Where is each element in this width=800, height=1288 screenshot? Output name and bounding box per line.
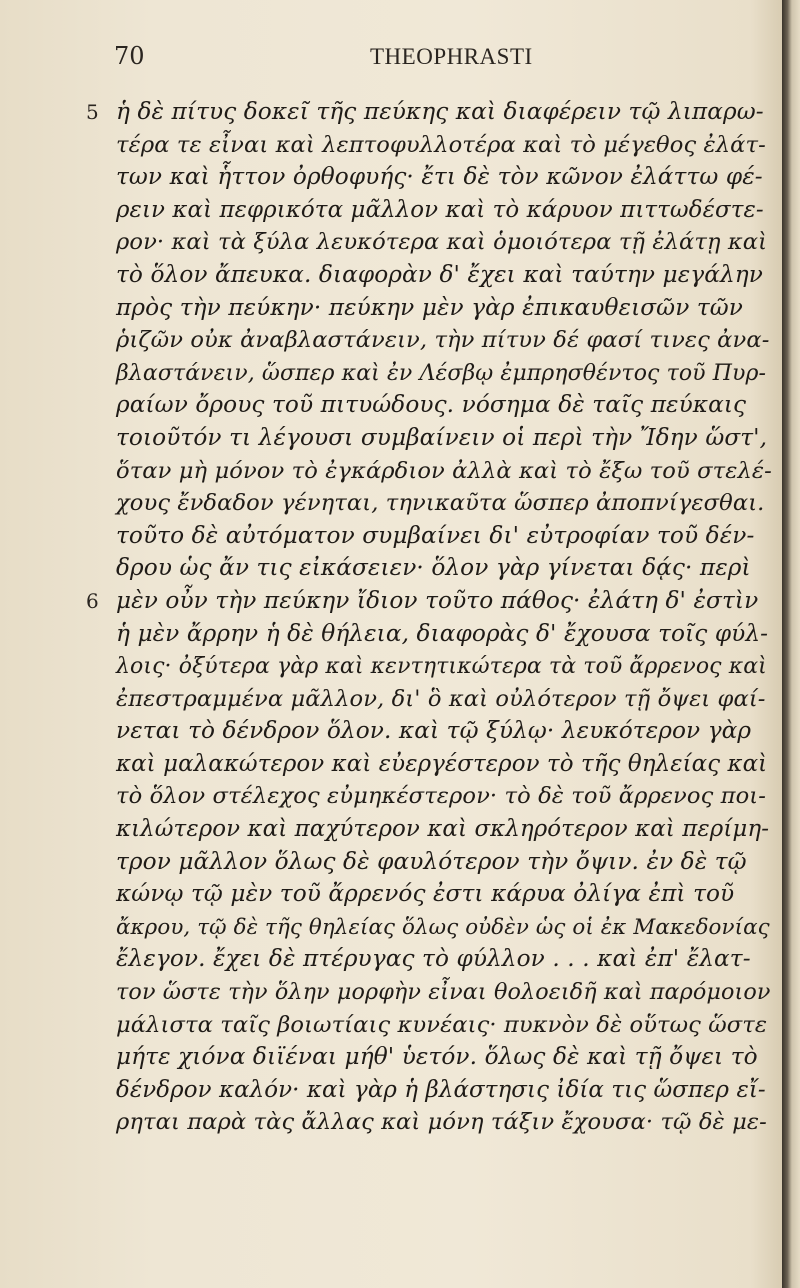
line-text: λοις· ὀξύτερα γὰρ καὶ κεντητικώτερα τὰ τοῦ ἄρρενος καὶ — [116, 654, 767, 680]
section-number: 5 — [86, 100, 99, 124]
line-text: ἡ μὲν ἄρρην ἡ δὲ θήλεια, διαφορὰς δ' ἔχουσα τοῖς φύλ- — [116, 619, 769, 647]
text-line — [116, 780, 792, 813]
line-text: κιλώτερον καὶ παχύτερον καὶ σκληρότερον καὶ περίμη- — [116, 816, 770, 843]
text-line — [116, 976, 792, 1009]
line-text: ρηται παρὰ τὰς ἄλλας καὶ μόνη τάξιν ἔχουσα· τῷ δὲ με- — [116, 1109, 767, 1136]
section-number: 6 — [86, 588, 99, 613]
text-line — [116, 1041, 792, 1074]
line-text: ρον· καὶ τὰ ξύλα λευκότερα καὶ ὁμοιότερα τῇ ἐλάτῃ καὶ — [116, 229, 768, 256]
line-text: μάλιστα ταῖς βοιωτίαις κυνέαις· πυκνὸν δὲ οὕτως ὥστε — [116, 1011, 768, 1038]
line-text: τὸ ὅλον στέλεχος εὐμηκέστερον· τὸ δὲ τοῦ ἄρρενος ποι- — [116, 783, 766, 810]
line-text: χους ἔνδαδον γένηται, τηνικαῦτα ὥσπερ ἀποπνίγεσθαι. — [116, 490, 765, 517]
text-line — [116, 129, 792, 162]
text-line — [116, 618, 792, 651]
text-line — [116, 1074, 792, 1107]
line-text: ἄκρου, τῷ δὲ τῆς θηλείας ὅλως οὐδὲν ὡς οἱ ἐκ Μακεδονίας — [116, 914, 770, 940]
line-text: των καὶ ἧττον ὀρθοφυής· ἔτι δὲ τὸν κῶνον ἐλάττω φέ- — [116, 163, 763, 191]
text-line — [116, 259, 792, 292]
page-header — [0, 42, 782, 78]
line-text: ὅταν μὴ μόνον τὸ ἐγκάρδιον ἀλλὰ καὶ τὸ ἔξω τοῦ στελέ- — [116, 457, 772, 484]
line-text: ἔλεγον. ἔχει δὲ πτέρυγας τὸ φύλλον . . . καὶ ἐπ' ἔλατ- — [116, 945, 751, 973]
text-line — [116, 357, 792, 390]
line-text: νεται τὸ δένδρον ὅλον. καὶ τῷ ξύλῳ· λευκότερον γὰρ — [116, 717, 752, 745]
text-line — [116, 324, 792, 357]
line-text: τρον μᾶλλον ὅλως δὲ φαυλότερον τὴν ὄψιν. ἐν δὲ τῷ — [116, 847, 747, 875]
line-text: καὶ μαλακώτερον καὶ εὐεργέστερον τὸ τῆς θηλείας καὶ — [116, 750, 768, 777]
page-number: 70 — [114, 42, 145, 70]
text-line — [116, 292, 792, 325]
line-text: πρὸς τὴν πεύκην· πεύκην μὲν γὰρ ἐπικαυθεισῶν τῶν — [116, 293, 743, 321]
line-text: ῥιζῶν οὐκ ἀναβλαστάνειν, τὴν πίτυν δέ φασί τινες ἀνα- — [116, 327, 770, 354]
text-line — [116, 487, 792, 520]
running-head: THEOPHRASTI — [370, 44, 533, 69]
line-text: δένδρον καλόν· καὶ γὰρ ἡ βλάστησις ἰδία τις ὥσπερ εἴ- — [116, 1076, 766, 1103]
text-line — [116, 650, 792, 683]
text-line — [116, 943, 792, 976]
line-text: τοιοῦτόν τι λέγουσι συμβαίνειν οἱ περὶ τὴν Ἴδην ὥστ', — [116, 423, 768, 451]
line-text: κώνῳ τῷ μὲν τοῦ ἄρρενός ἐστι κάρυα ὀλίγα ἐπὶ τοῦ — [116, 880, 735, 908]
text-line — [116, 194, 792, 227]
text-line — [116, 520, 792, 553]
book-gutter — [782, 0, 800, 1288]
text-line — [116, 878, 792, 911]
text-line — [116, 161, 792, 194]
line-text: μήτε χιόνα διϊέναι μήθ' ὑετόν. ὅλως δὲ καὶ τῇ ὄψει τὸ — [116, 1043, 758, 1071]
text-line — [116, 389, 792, 422]
text-line — [116, 1106, 792, 1139]
line-text: τον ὥστε τὴν ὅλην μορφὴν εἶναι θολοειδῆ καὶ παρόμοιον — [116, 979, 771, 1006]
text-line — [116, 715, 792, 748]
line-text: ραίων ὄρους τοῦ πιτυώδους. νόσημα δὲ ταῖς πεύκαις — [116, 391, 747, 419]
text-line — [116, 422, 792, 455]
text-line — [116, 813, 792, 846]
text-line — [86, 96, 792, 129]
text-line — [116, 1009, 792, 1042]
line-text: ἡ δὲ πίτυς δοκεῖ τῆς πεύκης καὶ διαφέρειν τῷ λιπαρω- — [116, 98, 764, 125]
line-text: μὲν οὖν τὴν πεύκην ἴδιον τοῦτο πάθος· ἐλάτη δ' ἐστὶν — [116, 586, 759, 614]
line-text: ρειν καὶ πεφρικότα μᾶλλον καὶ τὸ κάρυον πιττωδέστε- — [116, 196, 764, 223]
text-line — [116, 552, 792, 585]
text-line — [86, 585, 792, 618]
text-line — [116, 911, 792, 944]
text-line — [116, 846, 792, 879]
line-text: βλαστάνειν, ὥσπερ καὶ ἐν Λέσβῳ ἐμπρησθέντος τοῦ Πυρ- — [116, 360, 767, 386]
line-text: τοῦτο δὲ αὐτόματον συμβαίνει δι' εὐτροφίαν τοῦ δέν- — [116, 521, 755, 549]
line-text: τέρα τε εἶναι καὶ λεπτοφυλλοτέρα καὶ τὸ μέγεθος ἐλάτ- — [116, 131, 766, 158]
text-line — [116, 748, 792, 781]
text-line — [116, 455, 792, 488]
text-line — [116, 226, 792, 259]
text-line — [116, 683, 792, 716]
line-text: τὸ ὅλον ἄπευκα. διαφορὰν δ' ἔχει καὶ ταύτην μεγάλην — [116, 260, 763, 288]
line-text: δρου ὡς ἄν τις εἰκάσειεν· ὅλον γὰρ γίνεται δᾴς· περὶ — [116, 554, 751, 582]
greek-text-block — [86, 96, 792, 1139]
line-text: ἐπεστραμμένα μᾶλλον, δι' ὃ καὶ οὐλότερον τῇ ὄψει φαί- — [116, 685, 766, 712]
